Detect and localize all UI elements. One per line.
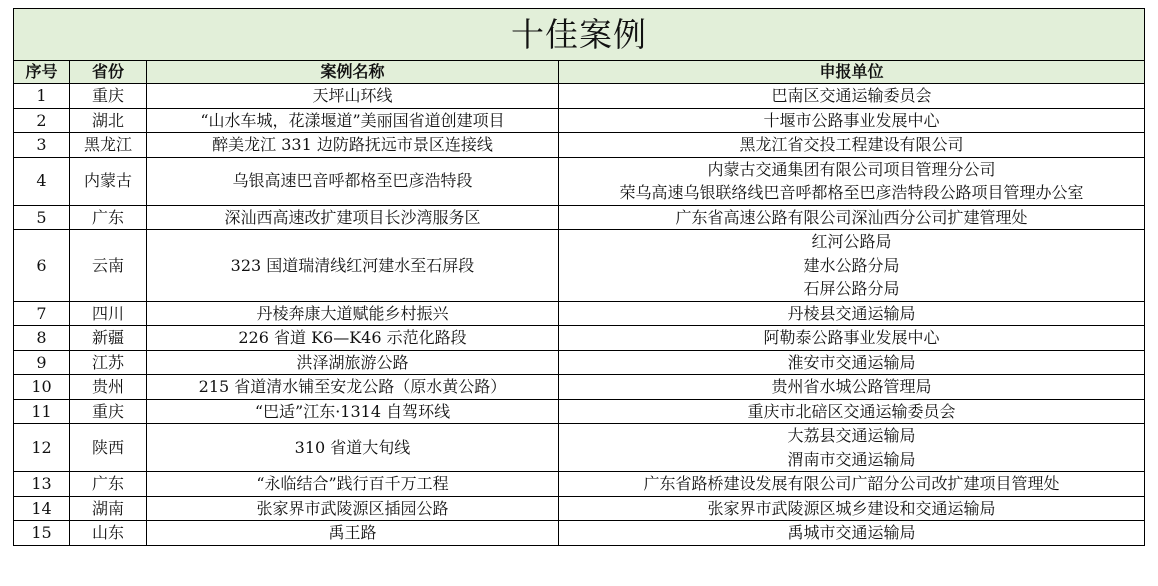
cell-province: 湖南 (70, 496, 147, 521)
cell-case-name: “永临结合”践行百千万工程 (147, 472, 559, 497)
table-row (14, 350, 1145, 375)
table-row (14, 157, 1145, 205)
cell-index: 14 (14, 496, 70, 521)
cell-case-name: 215 省道清水铺至安龙公路（原水黄公路） (147, 375, 559, 400)
cell-case-name: 张家界市武陵源区插园公路 (147, 496, 559, 521)
cell-unit (559, 521, 1145, 546)
cell-index: 6 (14, 230, 70, 302)
cell-index: 13 (14, 472, 70, 497)
case-table (13, 8, 1145, 546)
table-row (14, 496, 1145, 521)
cell-unit (559, 205, 1145, 230)
cell-unit (559, 399, 1145, 424)
cell-index: 12 (14, 424, 70, 472)
table-row (14, 84, 1145, 109)
cell-unit (559, 350, 1145, 375)
cell-province: 内蒙古 (70, 157, 147, 205)
cell-province: 贵州 (70, 375, 147, 400)
cell-case-name: 乌银高速巴音呼都格至巴彦浩特段 (147, 157, 559, 205)
cell-case-name: 天坪山环线 (147, 84, 559, 109)
table-body (14, 84, 1145, 546)
cell-index: 7 (14, 301, 70, 326)
unit-line: 渭南市交通运输局 (787, 449, 916, 469)
cell-province: 山东 (70, 521, 147, 546)
cell-case-name: 丹棱奔康大道赋能乡村振兴 (147, 301, 559, 326)
table-row (14, 399, 1145, 424)
cell-index: 8 (14, 326, 70, 351)
cell-unit (559, 472, 1145, 497)
cell-index: 15 (14, 521, 70, 546)
header-row (14, 61, 1145, 84)
cell-index: 2 (14, 108, 70, 133)
table-row (14, 375, 1145, 400)
cell-case-name: 深汕西高速改扩建项目长沙湾服务区 (147, 205, 559, 230)
cell-unit (559, 326, 1145, 351)
table-title: 十佳案例 (14, 9, 1145, 61)
cell-province: 重庆 (70, 399, 147, 424)
cell-index: 10 (14, 375, 70, 400)
cell-province: 云南 (70, 230, 147, 302)
unit-line: 十堰市公路事业发展中心 (763, 110, 940, 130)
table-row (14, 230, 1145, 302)
cell-unit (559, 108, 1145, 133)
cell-province: 重庆 (70, 84, 147, 109)
unit-line: 贵州省水城公路管理局 (771, 377, 932, 396)
unit-line: 广东省高速公路有限公司深汕西分公司扩建管理处 (675, 207, 1028, 227)
table-row (14, 133, 1145, 158)
cell-case-name: 醉美龙江 331 边防路抚远市景区连接线 (147, 133, 559, 158)
cell-index: 9 (14, 350, 70, 375)
unit-line: 丹棱县交通运输局 (787, 303, 916, 323)
case-table-container (13, 8, 1144, 546)
cell-unit (559, 301, 1145, 326)
unit-line: 内蒙古交通集团有限公司项目管理分公司 (707, 159, 996, 179)
unit-line: 禹城市交通运输局 (787, 523, 916, 542)
unit-line: 荣乌高速乌银联络线巴音呼都格至巴彦浩特段公路项目管理办公室 (619, 183, 1084, 202)
table-row (14, 472, 1145, 497)
unit-line: 巴南区交通运输委员会 (771, 86, 932, 105)
cell-province: 湖北 (70, 108, 147, 133)
unit-line: 阿勒泰公路事业发展中心 (763, 328, 940, 347)
cell-unit (559, 375, 1145, 400)
header-index: 序号 (14, 61, 70, 84)
cell-case-name: 310 省道大旬线 (147, 424, 559, 472)
unit-line: 广东省路桥建设发展有限公司广韶分公司改扩建项目管理处 (643, 474, 1060, 493)
unit-line: 黑龙江省交投工程建设有限公司 (739, 135, 964, 154)
table-row (14, 301, 1145, 326)
cell-province: 新疆 (70, 326, 147, 351)
unit-line: 大荔县交通运输局 (787, 426, 916, 445)
cell-index: 1 (14, 84, 70, 109)
cell-case-name: 洪泽湖旅游公路 (147, 350, 559, 375)
cell-unit (559, 230, 1145, 302)
cell-case-name: 禹王路 (147, 521, 559, 546)
unit-line: 淮安市交通运输局 (787, 352, 916, 372)
header-unit: 申报单位 (559, 61, 1145, 84)
header-case-name: 案例名称 (147, 61, 559, 84)
cell-case-name: 226 省道 K6—K46 示范化路段 (147, 326, 559, 351)
cell-unit (559, 496, 1145, 521)
unit-line: 石屏公路分局 (803, 279, 900, 298)
cell-case-name: 323 国道瑞清线红河建水至石屏段 (147, 230, 559, 302)
cell-unit (559, 133, 1145, 158)
header-province: 省份 (70, 61, 147, 84)
unit-line: 红河公路局 (811, 232, 892, 251)
unit-line: 重庆市北碚区交通运输委员会 (747, 401, 956, 421)
cell-province: 广东 (70, 472, 147, 497)
table-row (14, 521, 1145, 546)
cell-province: 黑龙江 (70, 133, 147, 158)
cell-index: 11 (14, 399, 70, 424)
unit-line: 张家界市武陵源区城乡建设和交通运输局 (707, 498, 996, 518)
cell-province: 江苏 (70, 350, 147, 375)
cell-unit (559, 157, 1145, 205)
cell-province: 广东 (70, 205, 147, 230)
table-row (14, 108, 1145, 133)
cell-case-name: “山水车城，花漾堰道”美丽国省道创建项目 (147, 108, 559, 133)
table-row (14, 205, 1145, 230)
cell-index: 4 (14, 157, 70, 205)
cell-case-name: “巴适”江东·1314 自驾环线 (147, 399, 559, 424)
cell-index: 3 (14, 133, 70, 158)
cell-province: 陕西 (70, 424, 147, 472)
cell-province: 四川 (70, 301, 147, 326)
cell-unit (559, 424, 1145, 472)
cell-index: 5 (14, 205, 70, 230)
table-row (14, 326, 1145, 351)
unit-line: 建水公路分局 (803, 255, 900, 275)
cell-unit (559, 84, 1145, 109)
table-row (14, 424, 1145, 472)
